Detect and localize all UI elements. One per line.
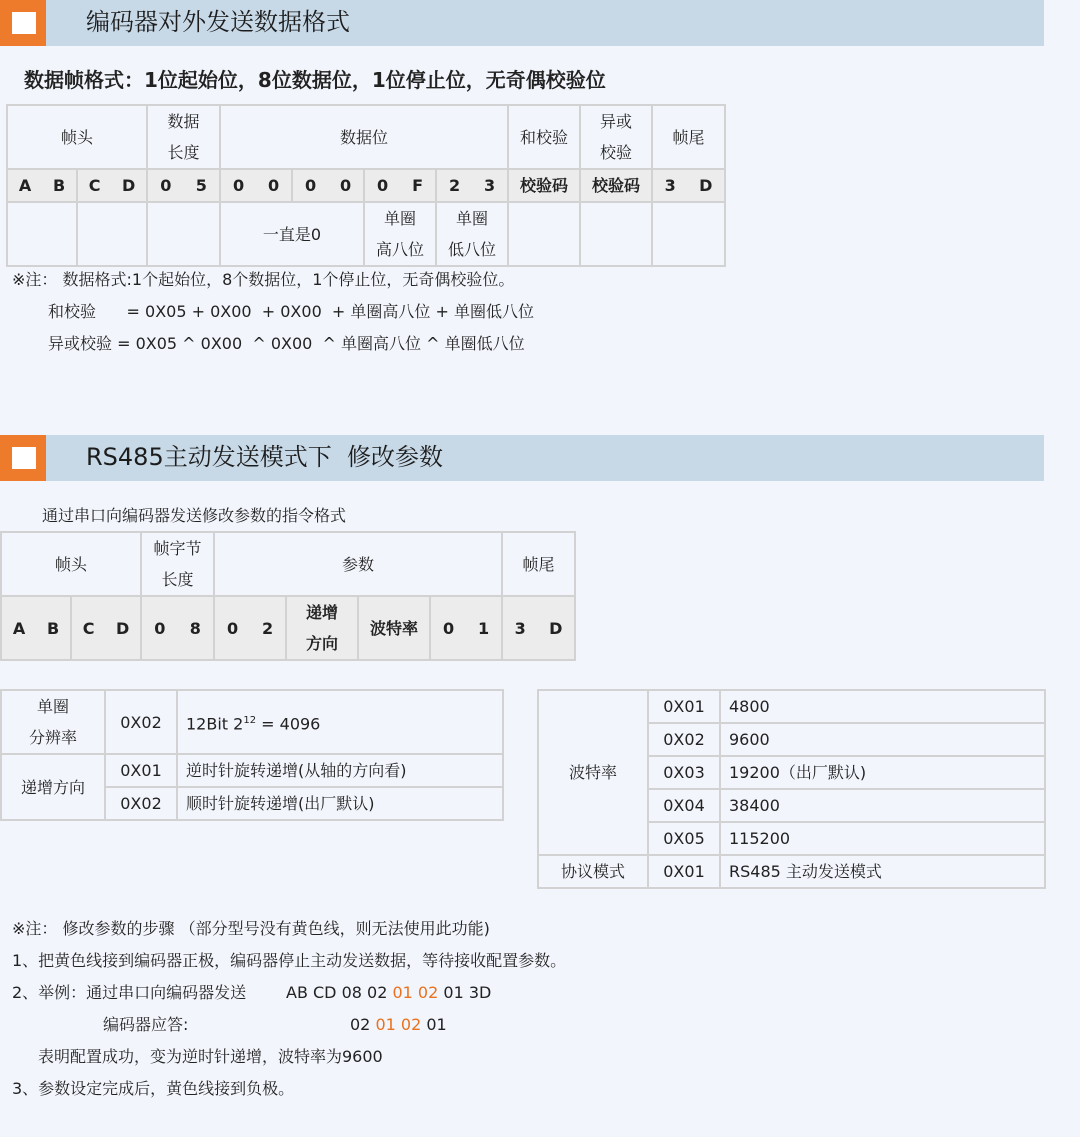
reply-label: 编码器应答: bbox=[103, 1015, 189, 1034]
code-cell: C D bbox=[77, 169, 147, 202]
direction-code: 0X01 bbox=[105, 754, 177, 787]
code-cell: 0 0 bbox=[220, 169, 292, 202]
code-cell: 0 8 bbox=[141, 596, 214, 660]
section2-banner bbox=[0, 435, 1044, 481]
baud-value: 9600 bbox=[720, 723, 1045, 756]
frame-head-header: 帧头 bbox=[1, 532, 141, 596]
code-cell: 0 0 bbox=[292, 169, 364, 202]
resolution-label: 单圈 分辨率 bbox=[1, 690, 105, 754]
sum-check-code: 校验码 bbox=[508, 169, 580, 202]
frame-length-header: 帧字节 长度 bbox=[141, 532, 214, 596]
section2-title: RS485主动发送模式下 修改参数 bbox=[86, 443, 443, 471]
section1-note: ※注： 数据格式:1个起始位，8个数据位，1个停止位，无奇偶校验位。 bbox=[12, 270, 515, 289]
section1-title: 编码器对外发送数据格式 bbox=[86, 8, 350, 36]
sum-check-formula: 和校验 = 0X05 + 0X00 + 0X00 + 单圈高八位 + 单圈低八位 bbox=[48, 302, 534, 321]
param-command-table bbox=[0, 531, 576, 661]
code-cell: 3 D bbox=[652, 169, 725, 202]
empty-cell bbox=[652, 202, 725, 266]
resolution-direction-table bbox=[0, 689, 504, 821]
baud-value: 4800 bbox=[720, 690, 1045, 723]
xor-check-formula: 异或校验 = 0X05 ^ 0X00 ^ 0X00 ^ 单圈高八位 ^ 单圈低八位 bbox=[48, 334, 525, 353]
code-cell: 0 2 bbox=[214, 596, 286, 660]
frame-tail-header: 帧尾 bbox=[502, 532, 575, 596]
step-1: 1、把黄色线接到编码器正极，编码器停止主动发送数据，等待接收配置参数。 bbox=[12, 951, 567, 970]
baud-code: 0X03 bbox=[648, 756, 720, 789]
always-zero-desc: 一直是0 bbox=[220, 202, 364, 266]
data-length-header: 数据 长度 bbox=[147, 105, 220, 169]
frame-format-table bbox=[6, 104, 726, 267]
section2-subtitle: 通过串口向编码器发送修改参数的指令格式 bbox=[42, 506, 347, 525]
params-header: 参数 bbox=[214, 532, 502, 596]
baud-param: 波特率 bbox=[358, 596, 430, 660]
sum-check-header: 和校验 bbox=[508, 105, 580, 169]
resolution-code: 0X02 bbox=[105, 690, 177, 754]
baud-value: 38400 bbox=[720, 789, 1045, 822]
steps-note: ※注： 修改参数的步骤 （部分型号没有黄色线，则无法使用此功能) bbox=[12, 919, 490, 938]
step-2-result: 表明配置成功，变为逆时针递增，波特率为9600 bbox=[38, 1047, 383, 1066]
frame-head-header: 帧头 bbox=[7, 105, 147, 169]
code-cell: C D bbox=[71, 596, 141, 660]
xor-check-header: 异或 校验 bbox=[580, 105, 652, 169]
reply-value: 02 01 02 01 bbox=[350, 1015, 447, 1034]
protocol-mode-code: 0X01 bbox=[648, 855, 720, 888]
baud-label: 波特率 bbox=[538, 690, 648, 855]
direction-text: 逆时针旋转递增(从轴的方向看) bbox=[177, 754, 503, 787]
low-byte-desc: 单圈 低八位 bbox=[436, 202, 508, 266]
code-cell: 0 1 bbox=[430, 596, 502, 660]
frame-tail-header: 帧尾 bbox=[652, 105, 725, 169]
code-cell: 0 5 bbox=[147, 169, 220, 202]
code-cell: A B bbox=[1, 596, 71, 660]
high-byte-desc: 单圈 高八位 bbox=[364, 202, 436, 266]
code-cell: 3 D bbox=[502, 596, 575, 660]
orange-square-icon bbox=[0, 0, 46, 46]
code-cell: 0 F bbox=[364, 169, 436, 202]
resolution-value: 12Bit $2^{12} = 4096$ bbox=[177, 690, 503, 754]
empty-cell bbox=[580, 202, 652, 266]
empty-cell bbox=[7, 202, 77, 266]
section1-banner bbox=[0, 0, 1044, 46]
direction-text: 顺时针旋转递增(出厂默认) bbox=[177, 787, 503, 820]
protocol-mode-value: RS485 主动发送模式 bbox=[720, 855, 1045, 888]
section1-subtitle: 数据帧格式：1位起始位，8位数据位，1位停止位，无奇偶校验位 bbox=[24, 68, 606, 92]
code-cell: 2 3 bbox=[436, 169, 508, 202]
baud-code: 0X04 bbox=[648, 789, 720, 822]
direction-label: 递增方向 bbox=[1, 754, 105, 820]
code-cell: A B bbox=[7, 169, 77, 202]
baud-code: 0X02 bbox=[648, 723, 720, 756]
direction-code: 0X02 bbox=[105, 787, 177, 820]
empty-cell bbox=[77, 202, 147, 266]
baud-value: 19200（出厂默认) bbox=[720, 756, 1045, 789]
empty-cell bbox=[508, 202, 580, 266]
orange-square-icon bbox=[0, 435, 46, 481]
data-bits-header: 数据位 bbox=[220, 105, 508, 169]
baud-code: 0X01 bbox=[648, 690, 720, 723]
baud-code: 0X05 bbox=[648, 822, 720, 855]
xor-check-code: 校验码 bbox=[580, 169, 652, 202]
baud-value: 115200 bbox=[720, 822, 1045, 855]
step-3: 3、参数设定完成后，黄色线接到负极。 bbox=[12, 1079, 295, 1098]
empty-cell bbox=[147, 202, 220, 266]
direction-param: 递增 方向 bbox=[286, 596, 358, 660]
step-2-label: 2、举例：通过串口向编码器发送 bbox=[12, 983, 247, 1002]
baud-rate-table bbox=[537, 689, 1046, 889]
step-2-command: AB CD 08 02 01 02 01 3D bbox=[286, 983, 492, 1002]
protocol-mode-label: 协议模式 bbox=[538, 855, 648, 888]
